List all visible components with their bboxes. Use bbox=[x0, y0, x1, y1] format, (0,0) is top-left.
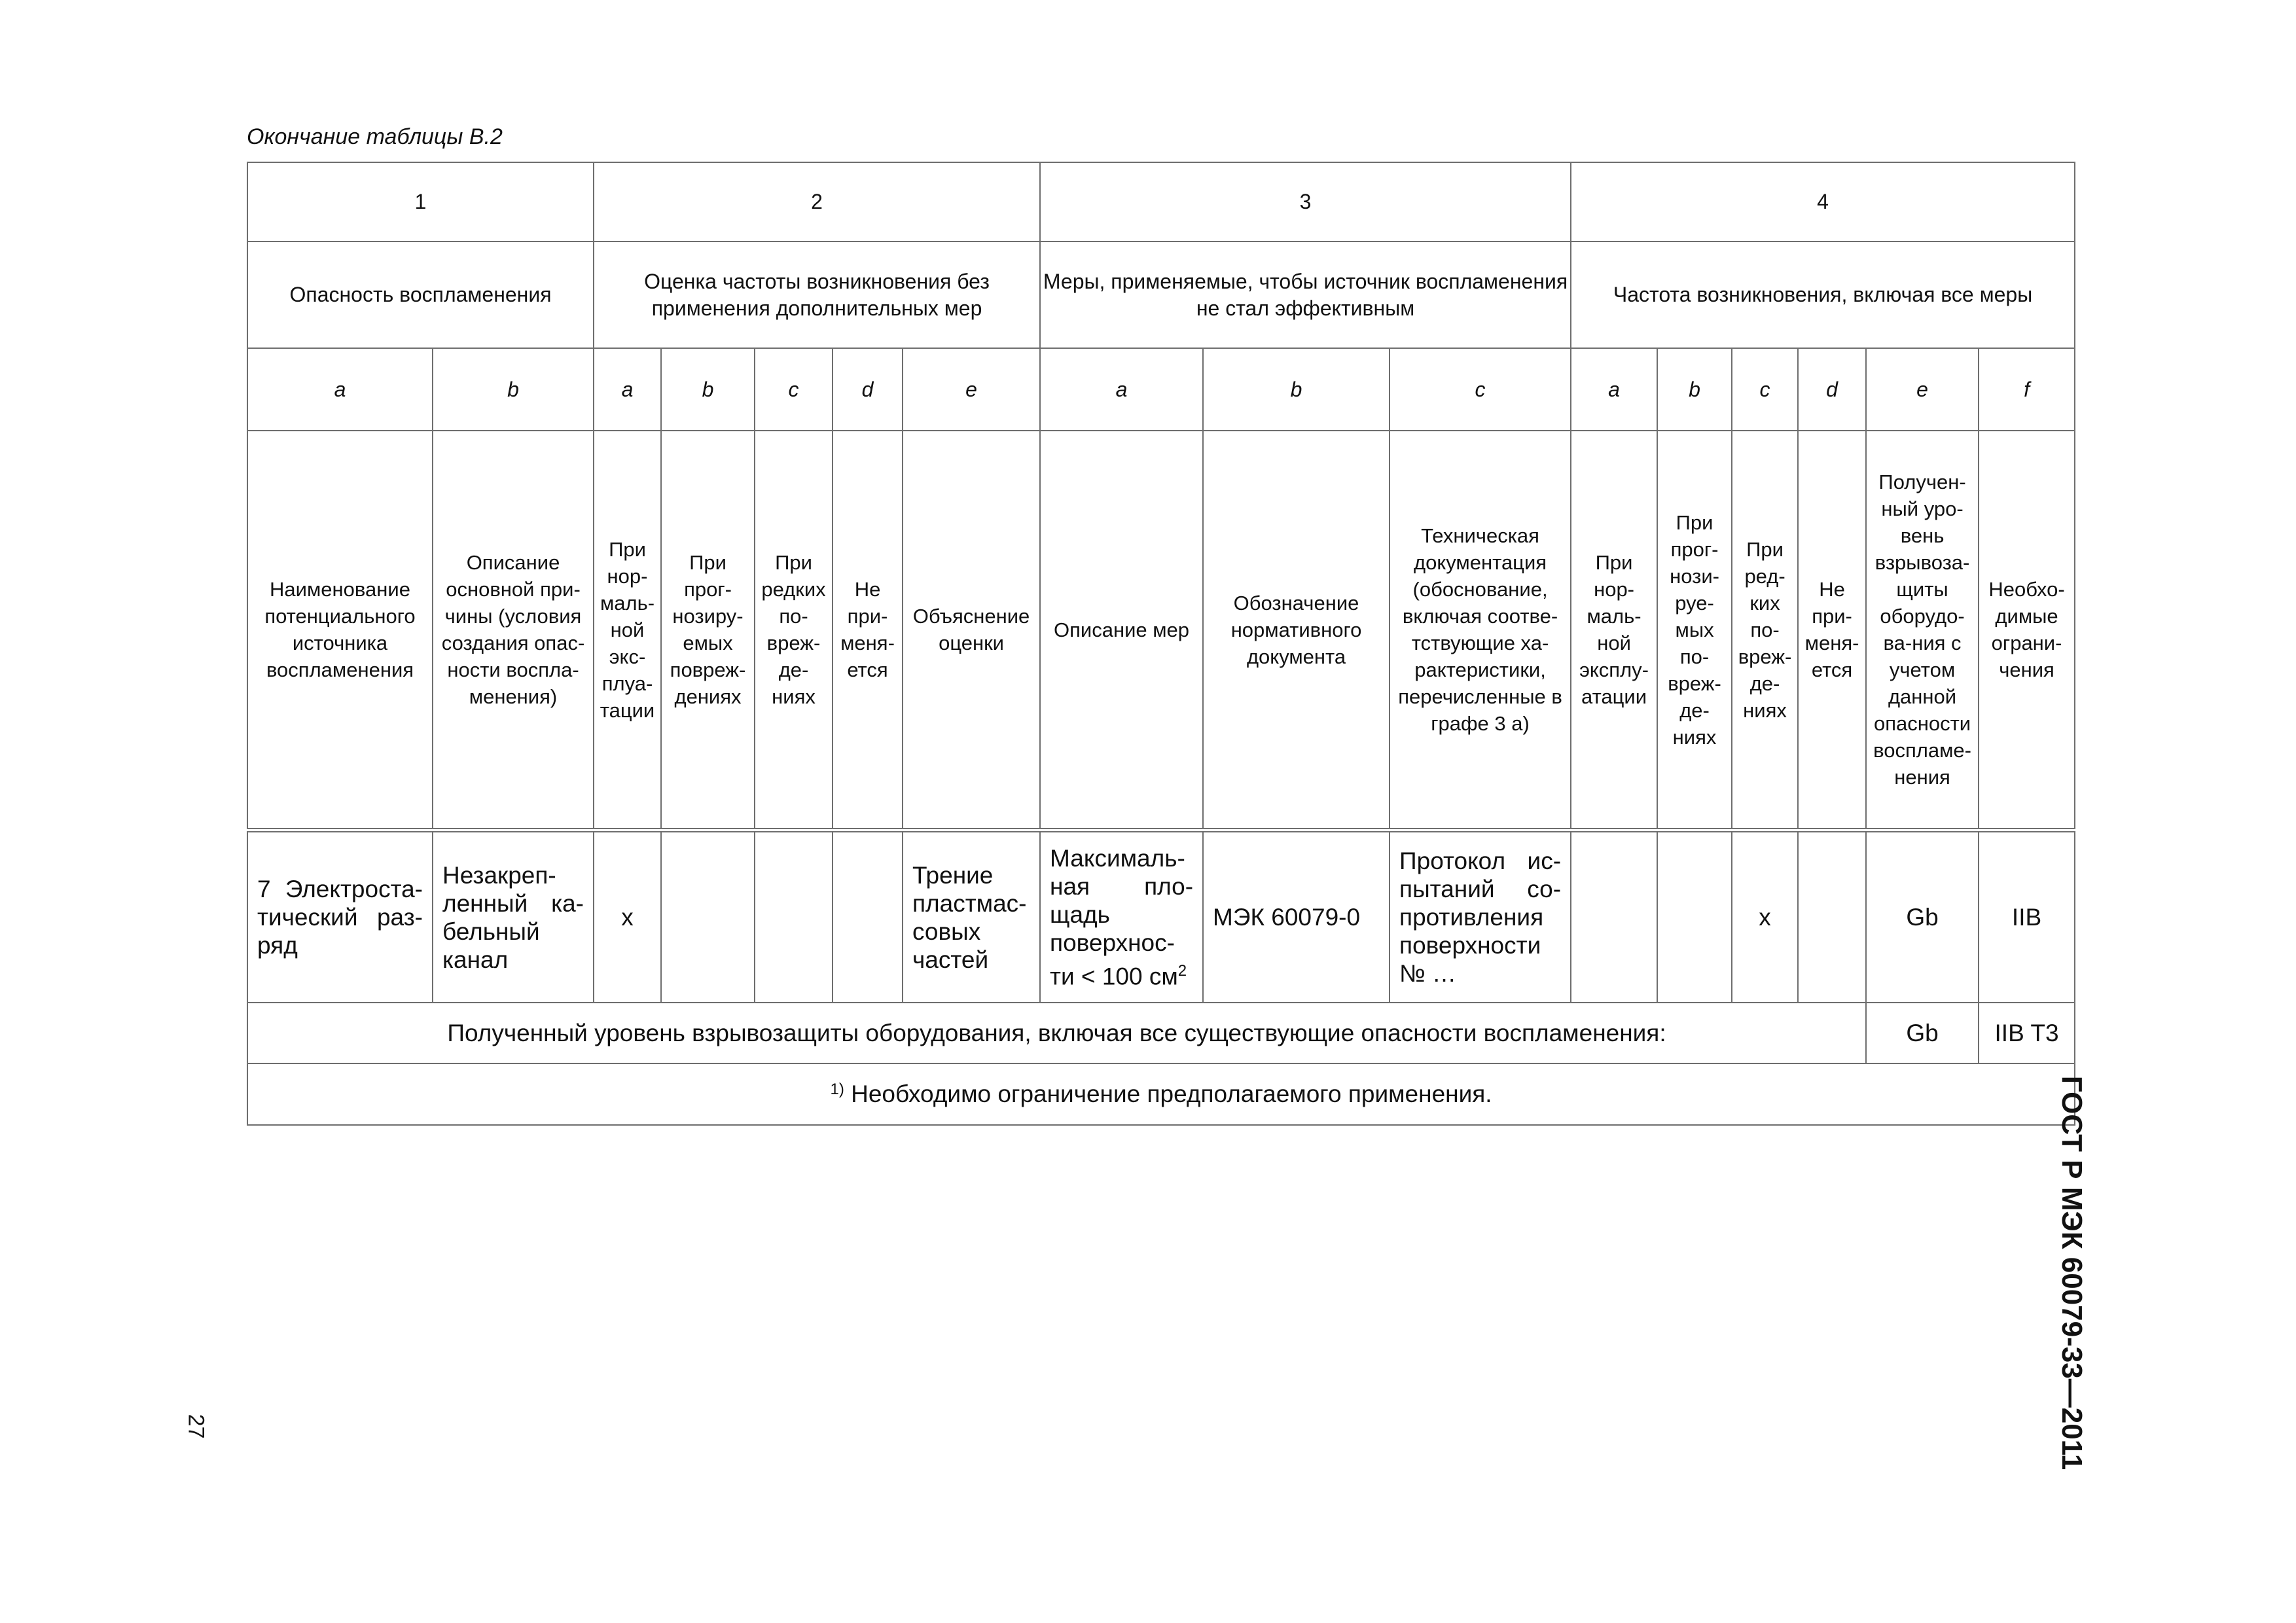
protection-level-cell: Gb bbox=[1866, 830, 1979, 1003]
technical-documentation-cell: Протокол ис-пытаний со-противления поверхности № … bbox=[1390, 830, 1571, 1003]
summary-row bbox=[247, 1003, 2075, 1063]
summary-label: Полученный уровень взрывозащиты оборудования, включая все существующие опасности воспламенения: bbox=[247, 1003, 1866, 1063]
sub-letter: a bbox=[247, 348, 433, 431]
table-caption: Окончание таблицы В.2 bbox=[247, 124, 503, 149]
group-number: 2 bbox=[594, 162, 1040, 241]
not-applicable-cell bbox=[833, 830, 903, 1003]
group-title: Частота возникновения, включая все меры bbox=[1571, 241, 2075, 348]
column-header: При редких по-вреж-де-ниях bbox=[755, 431, 833, 830]
sub-letter: a bbox=[1571, 348, 1657, 431]
final-expected-fault-cell bbox=[1657, 830, 1732, 1003]
column-header: Объяснение оценки bbox=[903, 431, 1040, 830]
sub-letter: d bbox=[1798, 348, 1866, 431]
sub-letter: d bbox=[833, 348, 903, 431]
table-row bbox=[247, 830, 2075, 1003]
ignition-hazard-table bbox=[247, 162, 2075, 1126]
column-header: Необхо-димые ограни-чения bbox=[1979, 431, 2075, 830]
column-header: При прог-нози-руе-мых по-вреж-де-ниях bbox=[1657, 431, 1732, 830]
sub-letter: f bbox=[1979, 348, 2075, 431]
sub-letter: c bbox=[1732, 348, 1798, 431]
group-title: Меры, применяемые, чтобы источник воспламенения не стал эффективным bbox=[1040, 241, 1571, 348]
column-header-row bbox=[247, 431, 2075, 830]
sub-letter: b bbox=[1203, 348, 1390, 431]
footnote bbox=[247, 1063, 2075, 1125]
normal-operation-mark: х bbox=[594, 830, 661, 1003]
sub-letter: b bbox=[433, 348, 594, 431]
column-header: При прог-нозиру-емых повреж-дениях bbox=[661, 431, 755, 830]
sub-letter: c bbox=[1390, 348, 1571, 431]
final-normal-operation-cell bbox=[1571, 830, 1657, 1003]
page-number: 27 bbox=[183, 1414, 209, 1439]
group-number: 3 bbox=[1040, 162, 1571, 241]
sub-letter: b bbox=[1657, 348, 1732, 431]
cause-description-cell: Незакреп-ленный ка-бельный канал bbox=[433, 830, 594, 1003]
group-title-row bbox=[247, 241, 2075, 348]
column-header: Получен-ный уро-вень взрывоза-щиты оборудо-ва-ния с учетом данной опасности воспламе-нения bbox=[1866, 431, 1979, 830]
column-header: Не при-меня-ется bbox=[833, 431, 903, 830]
group-number-row bbox=[247, 162, 2075, 241]
ignition-source-cell: 7 Электроста-тический раз-ряд bbox=[247, 830, 433, 1003]
rare-fault-cell bbox=[755, 830, 833, 1003]
sub-letter: b bbox=[661, 348, 755, 431]
expected-fault-cell bbox=[661, 830, 755, 1003]
column-header: При нор-маль-ной экс-плуа-тации bbox=[594, 431, 661, 830]
sub-letter: c bbox=[755, 348, 833, 431]
assessment-explanation-cell: Трение пластмас-совых частей bbox=[903, 830, 1040, 1003]
measures-text: Максималь-ная пло-щадь поверхнос-ти < 100 см bbox=[1050, 844, 1194, 990]
column-header: При ред-ких по-вреж-де-ниях bbox=[1732, 431, 1798, 830]
column-header: При нор-маль-ной эксплу-атации bbox=[1571, 431, 1657, 830]
group-number: 4 bbox=[1571, 162, 2075, 241]
column-header: Описание мер bbox=[1040, 431, 1203, 830]
measures-description-cell bbox=[1040, 830, 1203, 1003]
final-rare-fault-mark: х bbox=[1732, 830, 1798, 1003]
sub-letter-row bbox=[247, 348, 2075, 431]
column-header: Обозначение нормативного документа bbox=[1203, 431, 1390, 830]
sub-letter: a bbox=[1040, 348, 1203, 431]
column-header: Описание основной при-чины (условия создания опас-ности воспла-менения) bbox=[433, 431, 594, 830]
summary-protection-level: Gb bbox=[1866, 1003, 1979, 1063]
group-number: 1 bbox=[247, 162, 594, 241]
summary-restrictions: IIB T3 bbox=[1979, 1003, 2075, 1063]
footnote-mark: 1) bbox=[830, 1080, 844, 1098]
column-header: Не при-меня-ется bbox=[1798, 431, 1866, 830]
restrictions-cell: IIB bbox=[1979, 830, 2075, 1003]
final-not-applicable-cell bbox=[1798, 830, 1866, 1003]
group-title: Оценка частоты возникновения без применения дополнительных мер bbox=[594, 241, 1040, 348]
footnote-row bbox=[247, 1063, 2075, 1125]
column-header: Техническая документация (обоснование, включая соотве-тствующие ха-рактеристики, перечисленные в графе 3 а) bbox=[1390, 431, 1571, 830]
document-designation: ГОСТ Р МЭК 60079-33—2011 bbox=[2056, 1075, 2088, 1471]
sub-letter: e bbox=[1866, 348, 1979, 431]
footnote-text: Необходимо ограничение предполагаемого применения. bbox=[851, 1080, 1492, 1107]
sub-letter: a bbox=[594, 348, 661, 431]
sub-letter: e bbox=[903, 348, 1040, 431]
column-header: Наименование потенциального источника воспламенения bbox=[247, 431, 433, 830]
area-unit-superscript: 2 bbox=[1177, 961, 1187, 980]
standard-reference-cell: МЭК 60079-0 bbox=[1203, 830, 1390, 1003]
group-title: Опасность воспламенения bbox=[247, 241, 594, 348]
